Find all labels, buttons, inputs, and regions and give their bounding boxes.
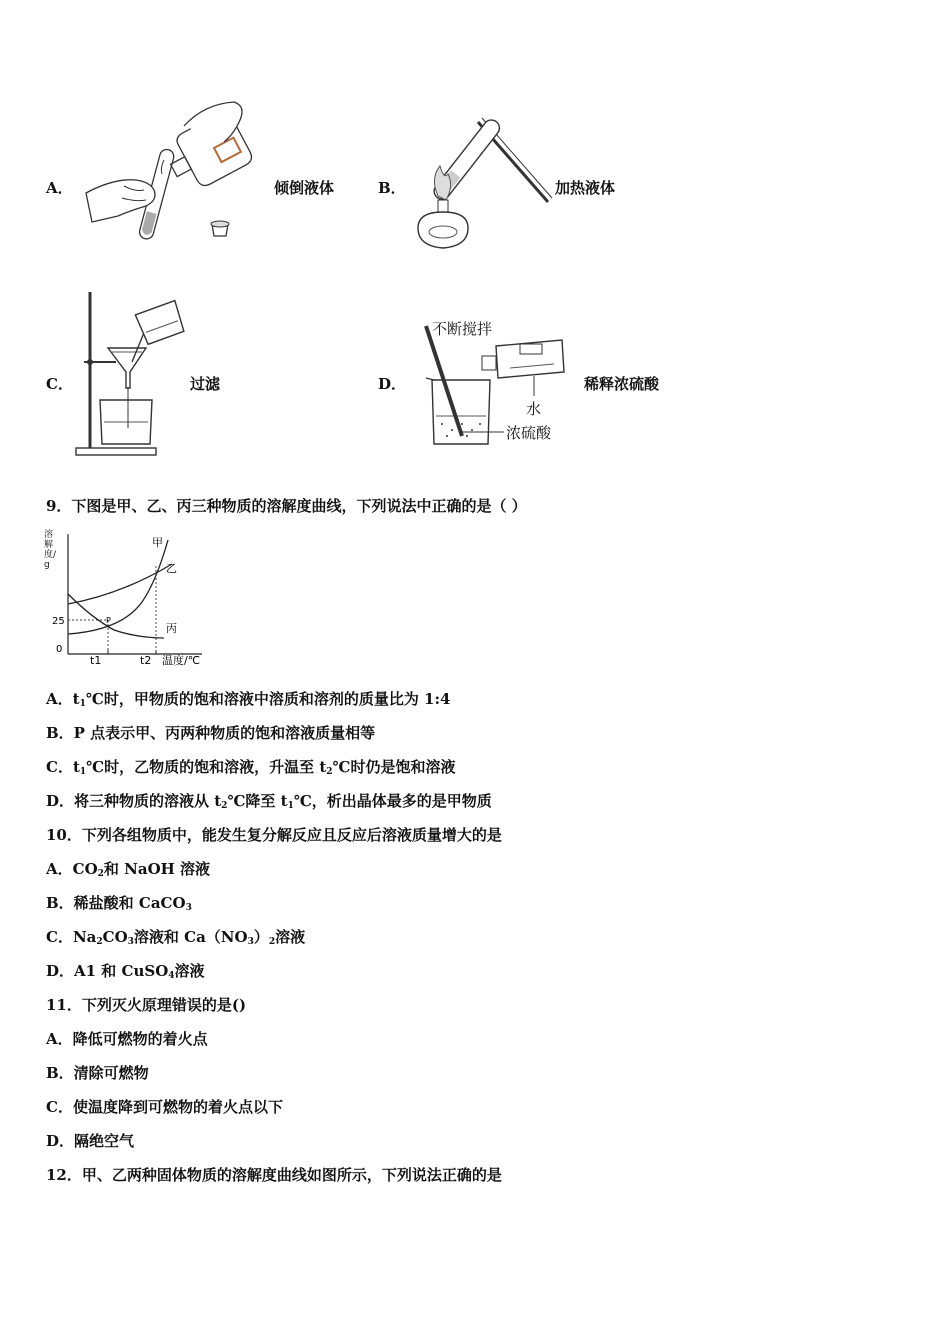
acid-label: 浓硫酸 xyxy=(506,424,552,442)
origin-label: 0 xyxy=(56,644,63,655)
q9-option-d: D．将三种物质的溶液从 $t_2℃$降至 $t_1℃$，析出晶体最多的是甲物质 xyxy=(46,792,492,811)
series-jia-label: 甲 xyxy=(152,536,163,549)
q10-option-c: C．$Na_2CO_3$溶液和 $Ca(NO_3)_2$溶液 xyxy=(46,928,306,947)
y-tick-25: 25 xyxy=(52,616,65,627)
q9-option-a: A．$t_1℃$时，甲物质的饱和溶液中溶质和溶剂的质量比为 1:4 xyxy=(46,690,451,709)
q12-stem: 12．甲、乙两种固体物质的溶解度曲线如图所示，下列说法正确的是 xyxy=(46,1166,502,1184)
curve-jia xyxy=(68,540,168,634)
option-d-caption: 稀释浓硫酸 xyxy=(584,375,660,393)
q9-option-b: B．P 点表示甲、丙两种物质的饱和溶液质量相等 xyxy=(46,724,376,742)
option-b-caption: 加热液体 xyxy=(555,179,616,197)
stir-label: 不断搅拌 xyxy=(432,320,493,338)
option-d-letter: D． xyxy=(378,375,407,393)
q11-option-d: D．隔绝空气 xyxy=(46,1132,135,1150)
q10-option-b: B．稀盐酸和 CaCO$_3$ xyxy=(46,894,192,913)
water-label: 水 xyxy=(526,400,542,418)
q9-stem: 9．下图是甲、乙、丙三种物质的溶解度曲线，下列说法中正确的是（ ） xyxy=(46,497,527,515)
heating-liquid-illustration xyxy=(408,108,558,258)
solubility-chart xyxy=(42,526,222,668)
option-c-caption: 过滤 xyxy=(190,375,221,393)
option-a-caption: 倾倒液体 xyxy=(274,179,335,197)
q10-option-d: D．A1 和 CuSO$_4$溶液 xyxy=(46,962,205,981)
option-c-letter: C． xyxy=(46,375,73,393)
series-yi-label: 乙 xyxy=(166,562,177,575)
y-axis-label: 溶解度/g xyxy=(44,530,57,570)
filtration-illustration xyxy=(72,288,187,460)
x-tick-t2: t2 xyxy=(140,654,152,667)
option-b-letter: B． xyxy=(378,179,406,197)
x-axis-label: 温度/℃ xyxy=(162,654,201,667)
q9-option-c: C．$t_1℃$时，乙物质的饱和溶液，升温至 $t_2℃$时仍是饱和溶液 xyxy=(46,758,456,777)
q10-stem: 10．下列各组物质中，能发生复分解反应且反应后溶液质量增大的是 xyxy=(46,826,502,844)
point-p-label: P xyxy=(106,616,111,625)
q11-option-c: C．使温度降到可燃物的着火点以下 xyxy=(46,1098,283,1116)
q11-stem: 11．下列灭火原理错误的是() xyxy=(46,996,247,1014)
series-bing-label: 丙 xyxy=(166,622,177,635)
pouring-liquid-illustration xyxy=(84,98,264,248)
q10-option-a: A．$CO_2$和 NaOH 溶液 xyxy=(46,860,211,879)
x-tick-t1: t1 xyxy=(90,654,102,667)
q11-option-b: B．清除可燃物 xyxy=(46,1064,149,1082)
option-a-letter: A． xyxy=(46,179,73,197)
q11-option-a: A．降低可燃物的着火点 xyxy=(46,1030,208,1048)
